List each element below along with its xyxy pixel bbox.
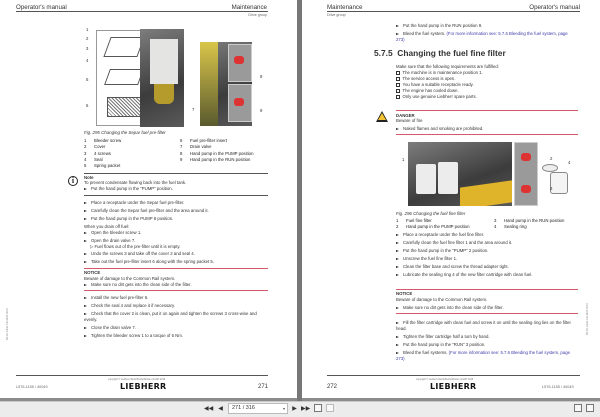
figure-legend	[396, 218, 594, 230]
notice-top-rule	[396, 289, 578, 290]
next-page-button[interactable]: ▶	[292, 406, 297, 412]
step-result: ▷ Fuel flows out of the pre-filter until it is empty.	[90, 244, 181, 249]
requirement-item: The engine has cooled down.	[396, 88, 459, 94]
step: Place a receptacle under the fuel fine filter.	[396, 232, 484, 238]
note-text: To prevent condensate flowing back into the fuel tank.	[84, 180, 187, 185]
section-heading: 5.7.5 Changing the fuel fine filter	[374, 48, 506, 58]
legend-item: 4 Sealing ring	[494, 224, 527, 230]
figure-caption: Fig. 295 Changing the Separ fuel pre-filter	[84, 130, 166, 135]
legend-item: 9 Hand pump in the RUN position	[180, 156, 251, 162]
navigation-toolbar	[0, 401, 600, 417]
legend-item: 4 Seal	[84, 156, 103, 162]
step: Close the drain valve 7.	[84, 325, 136, 331]
drain-intro: When you drain off fuel:	[84, 224, 130, 229]
legend-item: 8 Hand pump in the PUMP position	[180, 150, 254, 156]
step: Take out the fuel pre-filter insert 6 along with the spring packet 5.	[84, 259, 214, 265]
legend-item: 3 Hand pump in the RUN position	[494, 218, 565, 223]
page-number-input[interactable]: 271 / 316	[228, 403, 288, 414]
legend-item: 7 Drain valve	[180, 144, 212, 150]
note-bottom-rule	[84, 195, 268, 196]
side-doc-id: B0-40-Lohkl-CD-4200-0001	[586, 303, 589, 335]
requirement-item: You have a suitable receptacle ready.	[396, 82, 474, 88]
header-left: Operator's manual	[16, 4, 67, 11]
notice-bottom-rule	[84, 290, 268, 291]
first-page-button[interactable]: ◀◀	[204, 406, 214, 412]
two-page-view-icon[interactable]	[586, 404, 594, 412]
liebherr-logo: LIEBHERR	[430, 382, 477, 391]
footer-rule	[16, 375, 268, 376]
danger-bottom-rule	[396, 134, 578, 135]
paste-icon[interactable]	[326, 404, 334, 412]
step: Bleed the fuel systems. (For more information see: 5.7.6 Bleeding the fuel system, page 273)	[396, 350, 570, 361]
side-doc-id: B0-40-Lohkl-CD-4200-0001	[6, 308, 9, 340]
step: Lubricate the sealing ring 4 of the new filter cartridge with clean fuel.	[396, 272, 532, 278]
header-left: Maintenance	[327, 4, 363, 11]
note-title: Note	[84, 175, 94, 180]
notice-title: NOTICE	[396, 291, 413, 296]
legend-item: 1 Fuel fine filter	[396, 218, 432, 223]
footer-copyright: copyright © Liebherr-Werk Bischofshofen GmbH 2018	[416, 378, 474, 381]
legend-item: 2 Cover	[84, 144, 106, 150]
callout-4: 4	[86, 58, 89, 63]
page-272	[302, 0, 600, 398]
cross-reference-link[interactable]: (For more information see: 5.7.6 Bleeding the fuel system, page 273)	[396, 31, 568, 42]
checkbox-icon	[396, 89, 400, 93]
requirement-item: Only use genuine Liebherr spare parts.	[396, 94, 477, 100]
step: Tighten the filter cartridge half a turn by hand.	[396, 334, 490, 340]
figure-filter-cartridge	[550, 172, 568, 194]
warning-icon: !	[376, 111, 388, 122]
step: Put the hand pump in the "RUN" 3 position.	[396, 342, 485, 348]
step: Check the seal 4 and replace it if necessary.	[84, 303, 175, 309]
legend-item: 5 Spring packet	[84, 163, 121, 169]
checkbox-icon	[396, 71, 400, 75]
page-number: 272	[327, 384, 338, 390]
step: Install the new fuel pre-filter 6.	[84, 295, 148, 301]
step: Open the drain valve 7.	[84, 238, 135, 244]
note-step: Put the hand pump in the "PUMP" position.	[84, 186, 173, 192]
figure-caption: Fig. 296 Changing the fuel fine filter	[396, 211, 466, 216]
step: Carefully clean the fuel fine filter 1 and the area around it.	[396, 240, 512, 246]
doc-id: L576-1155 / 40049	[16, 385, 48, 389]
danger-title: DANGER	[396, 113, 415, 118]
last-page-button[interactable]: ▶▶	[301, 406, 311, 412]
figure-legend	[84, 138, 280, 169]
step: Place a receptacle under the Separ fuel pre-filter.	[84, 200, 184, 206]
notice-step: Make sure no dirt gets into the clean side of the filter.	[396, 305, 504, 311]
figure-oil-can	[542, 164, 558, 172]
danger-text: Beware of fire	[396, 118, 423, 123]
checkbox-icon	[396, 95, 400, 99]
step: Put the hand pump in the PUMP 8 position.	[84, 216, 173, 222]
step: Bleed the fuel system. (For more information see: 5.7.6 Bleeding the fuel system, page 273)	[396, 31, 568, 42]
subheader: Drive group	[327, 13, 346, 17]
callout-5: 5	[86, 77, 89, 82]
callout-7: 7	[192, 107, 195, 112]
requirements-intro: Make sure that the following requirements are fulfilled:	[396, 64, 499, 69]
notice-text: Beware of damage to the Common Rail system.	[84, 276, 176, 281]
step: Tighten the bleeder screw 1 to a torque of 6 Nm.	[84, 333, 183, 339]
legend-item: 1 Bleeder screw	[84, 138, 122, 143]
callout-6: 6	[86, 103, 89, 108]
legend-item: 2 Hand pump in the PUMP position	[396, 224, 470, 230]
header-right: Maintenance	[231, 4, 267, 11]
checkbox-icon	[396, 83, 400, 87]
requirement-item: The machine is in maintenance position 1.	[396, 70, 483, 76]
checkbox-icon	[396, 77, 400, 81]
step: Check that the cover 2 is clean, put it on again and tighten the screws 3 cross-wise and evenly.	[84, 311, 257, 322]
chevron-down-icon[interactable]: ▾	[282, 406, 285, 411]
notice-text: Beware of damage to the Common Rail system.	[396, 297, 488, 302]
step: Put the hand pump in the "PUMP" 2 position.	[396, 248, 488, 254]
note-top-rule	[84, 173, 268, 174]
liebherr-logo: LIEBHERR	[120, 382, 167, 391]
notice-bottom-rule	[396, 313, 578, 314]
header-right: Operator's manual	[529, 4, 580, 11]
copy-icon[interactable]	[314, 404, 322, 412]
callout-1: 1	[86, 27, 89, 32]
step: Carefully clean the Separ fuel pre-filter and the area around it.	[84, 208, 209, 214]
step: Clean the filter base and screw the thread adapter tight.	[396, 264, 509, 270]
cross-reference-link[interactable]: (For more information see: 5.7.6 Bleeding the fuel system, page 273)	[396, 350, 570, 361]
callout-9: 9	[260, 108, 263, 113]
callout-3: 3	[550, 186, 553, 191]
notice-title: NOTICE	[84, 270, 101, 275]
doc-id: L576-1155 / 40049	[542, 385, 574, 389]
legend-item: 6 Fuel pre-filter insert	[180, 138, 228, 143]
header-rule	[16, 11, 268, 12]
callout-1: 1	[402, 157, 405, 162]
footer-copyright: copyright © Liebherr-Werk Bischofshofen GmbH 2018	[108, 378, 166, 381]
info-icon: i	[68, 176, 78, 186]
previous-page-button[interactable]: ◀	[218, 406, 223, 412]
danger-step: Naked flames and smoking are prohibited.	[396, 126, 484, 132]
figure-photo-fine-filter	[408, 142, 512, 206]
subheader: Drive group	[248, 13, 267, 17]
callout-8: 8	[260, 74, 263, 79]
callout-2: 2	[86, 36, 89, 41]
figure-photo-handpump	[514, 142, 538, 206]
header-rule	[327, 11, 580, 12]
callout-4: 4	[568, 160, 571, 165]
legend-item: 3 4 screws	[84, 150, 111, 156]
figure-photo-handpump	[200, 42, 252, 126]
step: Unscrew the fuel fine filter 1.	[396, 256, 457, 262]
requirement-item: The service access is open.	[396, 76, 456, 82]
figure-photo-separ	[140, 29, 184, 127]
danger-top-rule	[396, 110, 578, 111]
notice-step: Make sure no dirt gets into the clean side of the filter.	[84, 282, 192, 288]
callout-3: 3	[86, 46, 89, 51]
page-number: 271	[258, 384, 269, 390]
single-page-view-icon[interactable]	[574, 404, 582, 412]
step: Put the hand pump in the RUN position 9.	[396, 23, 482, 29]
step: Undo the screws 3 and take off the cover 2 and seal 4.	[84, 251, 195, 257]
callout-2: 2	[550, 156, 553, 161]
page-271	[0, 0, 297, 398]
step: Fill the filter cartridge with clean fuel and screw it on until the sealing ring lies on the filter head.	[396, 320, 571, 331]
step: Open the bleeder screw 1.	[84, 230, 141, 236]
notice-top-rule	[84, 268, 268, 269]
footer-rule	[327, 375, 580, 376]
